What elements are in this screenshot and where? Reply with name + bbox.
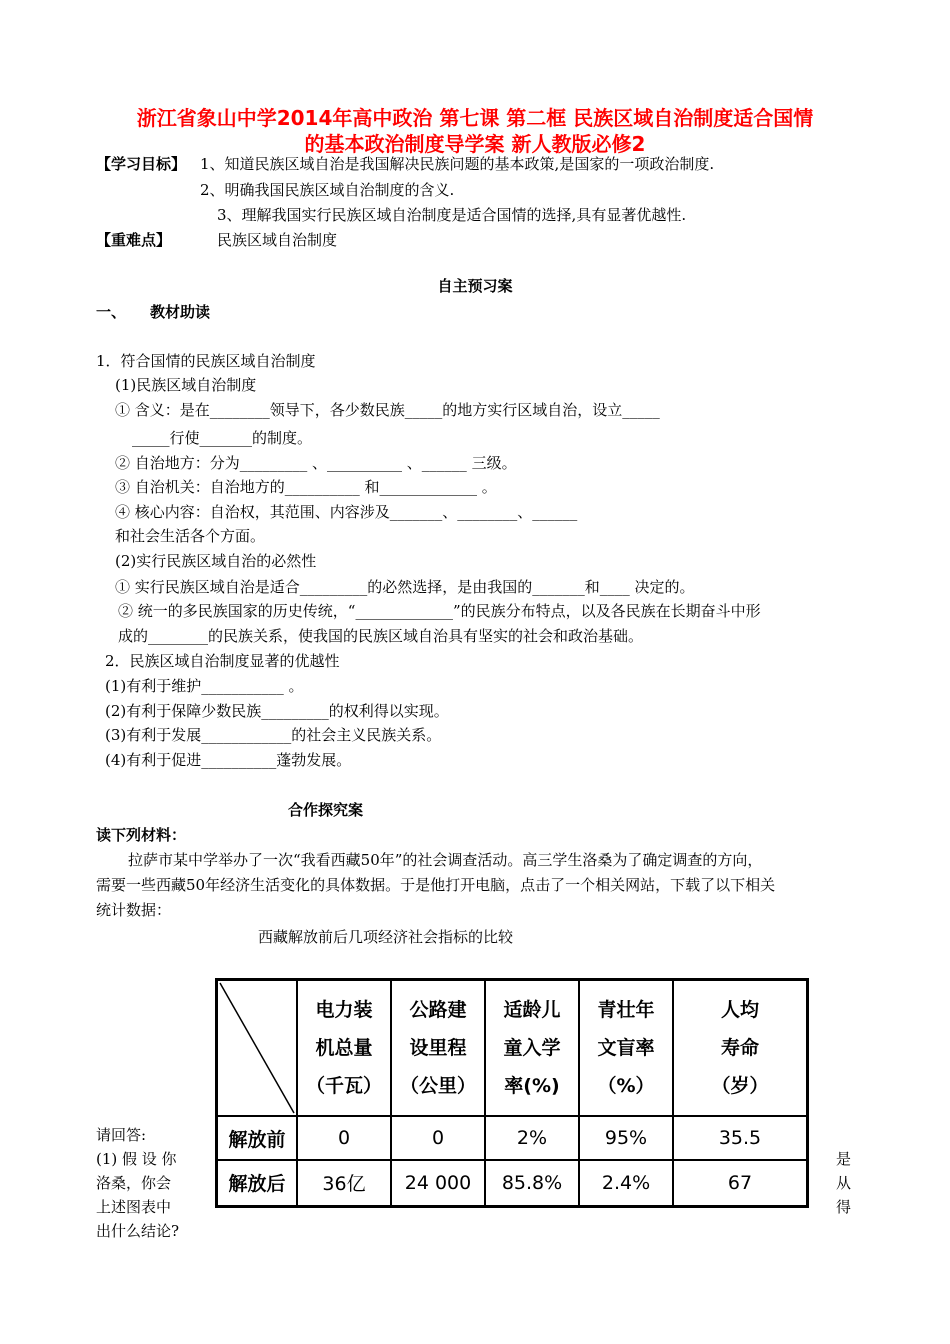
header-cell — [485, 980, 579, 1117]
header-text: 机总量 — [315, 1037, 373, 1059]
row-label: 解放后 — [217, 1160, 298, 1206]
preview-line: (2)实行民族区域自治的必然性 — [115, 552, 317, 570]
table-cell: 0 — [391, 1116, 485, 1160]
table-cell: 67 — [673, 1160, 808, 1206]
header-text: （公里） — [399, 1075, 476, 1097]
header-text: 适龄儿 — [503, 999, 561, 1021]
row-label: 解放前 — [217, 1116, 298, 1160]
goal-item-2: 2、明确我国民族区域自治制度的含义. — [200, 181, 455, 199]
header-text: （岁） — [711, 1075, 769, 1097]
preview-line: ② 统一的多民族国家的历史传统，“_____________”的民族分布特点，以及各民族在长期奋斗中形 — [118, 602, 761, 620]
question-left-line: (1) 假 设 你 — [96, 1150, 177, 1168]
table-cell: 36亿 — [297, 1160, 391, 1206]
material-label: 读下列材料： — [96, 826, 187, 844]
key-points-label: 【重难点】 — [96, 231, 172, 249]
goal-item-3: 3、理解我国实行民族区域自治制度是适合国情的选择,具有显著优越性. — [217, 206, 687, 224]
question-left-line: 上述图表中 — [96, 1198, 172, 1216]
header-text: 寿命 — [720, 1037, 759, 1059]
header-text: （千瓦） — [305, 1075, 382, 1097]
goals-label: 【学习目标】 — [96, 155, 187, 173]
question-intro: 请回答: — [96, 1126, 147, 1144]
header-text: 青壮年 — [597, 999, 655, 1021]
header-text: 率(%) — [504, 1075, 560, 1097]
preview-line: ③ 自治机关：自治地方的__________ 和_____________ 。 — [115, 478, 497, 496]
material-paragraph-line: 拉萨市某中学举办了一次“我看西藏50年”的社会调查活动。高三学生洛桑为了确定调查的方向， — [128, 851, 763, 869]
question-left-line: 洛桑，你会 — [96, 1174, 172, 1192]
header-text: （%） — [597, 1075, 655, 1097]
question-right-char: 得 — [836, 1198, 852, 1216]
preview-line: ④ 核心内容：自治权，其范围、内容涉及_______、________、______ — [115, 503, 578, 521]
statistics-table — [215, 978, 809, 1208]
header-text: 电力装 — [315, 999, 373, 1021]
preview-line: (1)有利于维护___________ 。 — [105, 677, 304, 695]
question-left-line: 出什么结论? — [96, 1222, 180, 1240]
document-title-line-2: 的基本政治制度导学案 新人教版必修2 — [304, 132, 646, 156]
preview-line: (2)有利于保障少数民族_________的权利得以实现。 — [105, 702, 449, 720]
table-cell: 35.5 — [673, 1116, 808, 1160]
table-row — [217, 1160, 808, 1206]
table-cell: 2% — [485, 1116, 579, 1160]
header-text: 人均 — [720, 999, 759, 1021]
explore-heading: 合作探究案 — [288, 801, 364, 819]
material-paragraph-line: 需要一些西藏50年经济生活变化的具体数据。于是他打开电脑，点击了一个相关网站，下载了以下相关 — [96, 876, 776, 894]
preview-line: 2．民族区域自治制度显著的优越性 — [105, 652, 340, 670]
preview-line: 成的________的民族关系，使我国的民族区域自治具有坚实的社会和政治基础。 — [118, 627, 644, 645]
table-title: 西藏解放前后几项经济社会指标的比较 — [258, 928, 514, 946]
header-cell — [297, 980, 391, 1117]
header-text: 童入学 — [503, 1037, 561, 1059]
goal-item-1: 1、知道民族区域自治是我国解决民族问题的基本政策,是国家的一项政治制度. — [200, 155, 715, 173]
table-cell: 0 — [297, 1116, 391, 1160]
header-cell — [391, 980, 485, 1117]
preview-line: (4)有利于促进__________蓬勃发展。 — [105, 751, 352, 769]
header-text: 公路建 — [409, 999, 467, 1021]
preview-line: _____行使_______的制度。 — [132, 429, 313, 447]
material-paragraph-line: 统计数据： — [96, 901, 172, 919]
preview-line: 1．符合国情的民族区域自治制度 — [96, 352, 316, 370]
preview-line: ① 实行民族区域自治是适合_________的必然选择，是由我国的_______和____ 决定的。 — [115, 578, 695, 596]
document-title-line-1: 浙江省象山中学2014年高中政治 第七课 第二框 民族区域自治制度适合国情 — [136, 106, 814, 130]
table-row — [217, 1116, 808, 1160]
table-header-row — [217, 980, 808, 1117]
section-title: 教材助读 — [150, 303, 211, 321]
preview-line: ① 含义：是在________领导下，各少数民族_____的地方实行区域自治，设立_____ — [115, 401, 660, 419]
table-cell: 2.4% — [579, 1160, 673, 1206]
header-text: 文盲率 — [597, 1037, 655, 1059]
header-text: 设里程 — [409, 1037, 467, 1059]
preview-heading: 自主预习案 — [437, 277, 513, 295]
table-cell: 24 000 — [391, 1160, 485, 1206]
header-cell — [673, 980, 808, 1117]
section-number: 一、 — [96, 303, 127, 321]
preview-line: 和社会生活各个方面。 — [115, 527, 266, 545]
table-cell: 85.8% — [485, 1160, 579, 1206]
preview-line: ② 自治地方：分为_________ 、__________ 、______ 三级。 — [115, 454, 517, 472]
diagonal-corner-cell — [217, 980, 298, 1117]
table-cell: 95% — [579, 1116, 673, 1160]
header-cell — [579, 980, 673, 1117]
key-points-text: 民族区域自治制度 — [217, 231, 338, 249]
question-right-char: 从 — [836, 1174, 852, 1192]
preview-line: (3)有利于发展____________的社会主义民族关系。 — [105, 726, 442, 744]
preview-line: (1)民族区域自治制度 — [115, 376, 257, 394]
question-right-char: 是 — [836, 1150, 852, 1168]
diagonal-line — [218, 981, 296, 1115]
